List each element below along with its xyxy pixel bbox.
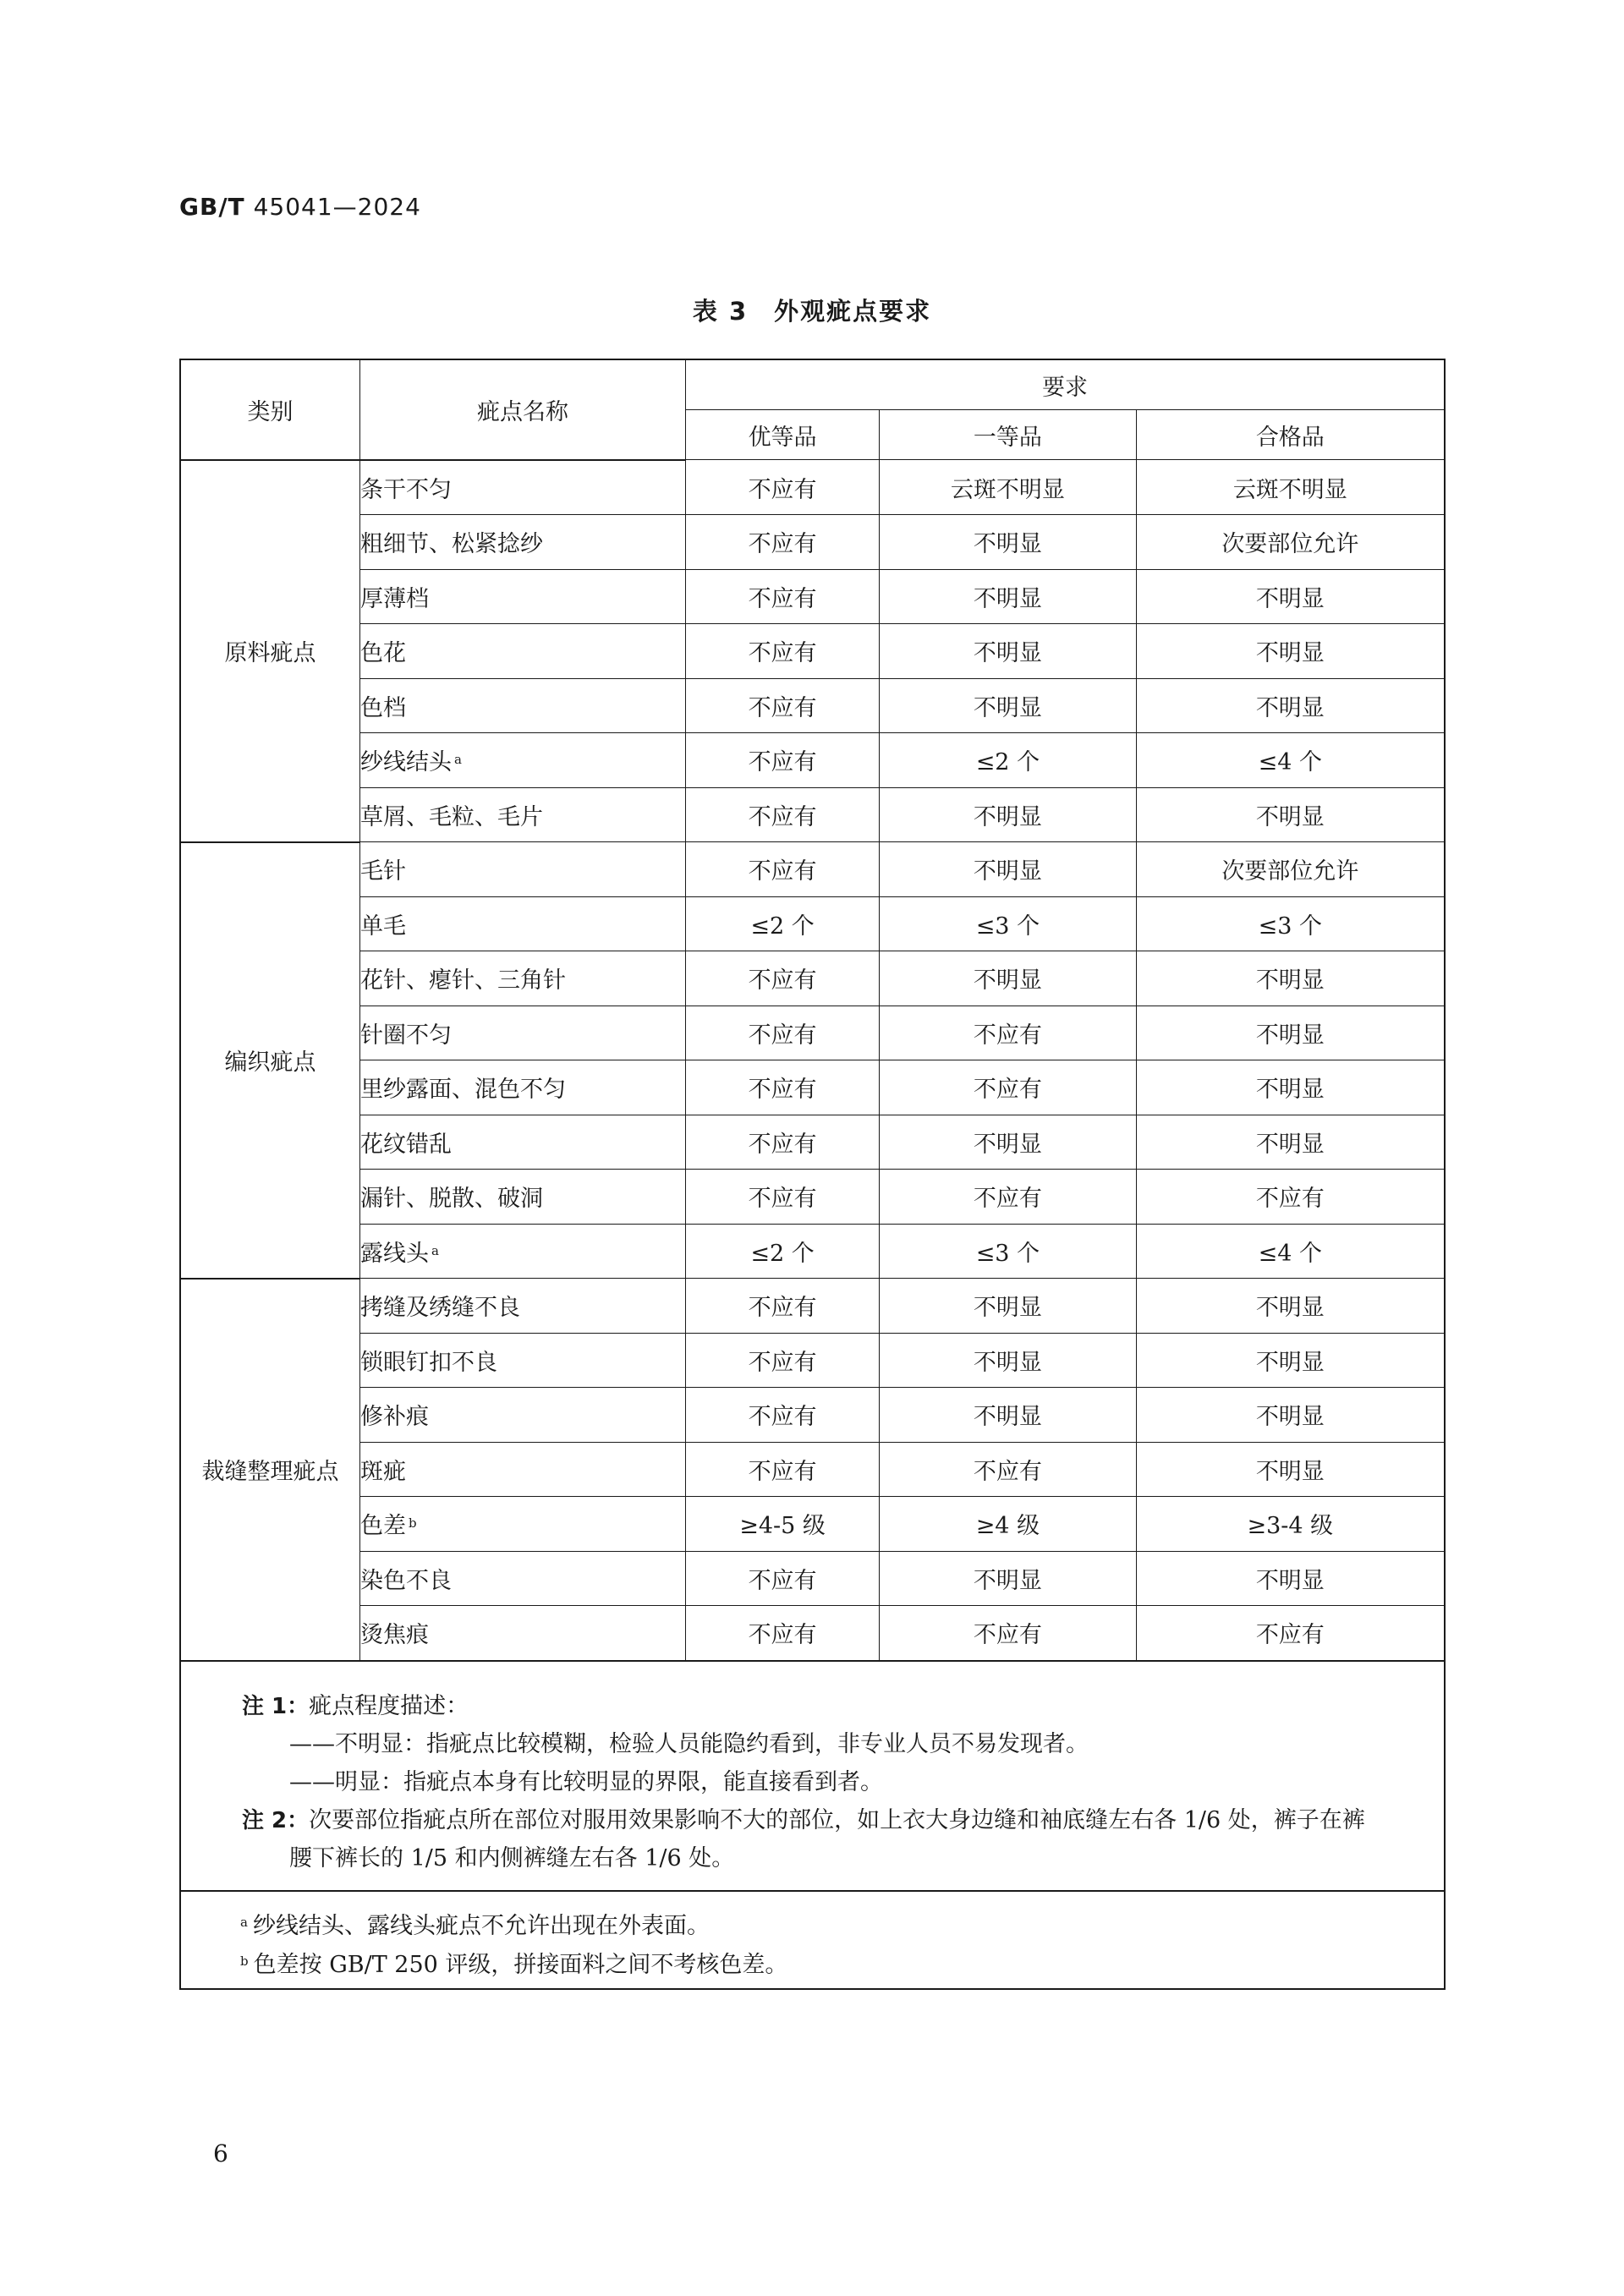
defect-name: 修补痕	[360, 1404, 429, 1431]
requirement-cell: ≥3-4 级	[1136, 1497, 1445, 1552]
requirement-cell: 不应有	[880, 1606, 1136, 1661]
table-row	[180, 1606, 1445, 1661]
table-row	[180, 1497, 1445, 1552]
requirement-cell: 不应有	[686, 1606, 880, 1661]
defect-name: 烫焦痕	[360, 1622, 429, 1649]
defect-name-cell	[360, 1170, 686, 1225]
requirement-cell: 不应有	[686, 1442, 880, 1497]
table-footnotes	[179, 1890, 1446, 1990]
defect-name: 草屑、毛粒、毛片	[360, 803, 543, 830]
defect-name-cell	[360, 1115, 686, 1170]
defect-name-cell	[360, 787, 686, 842]
defect-name: 条干不匀	[360, 476, 452, 503]
defect-name-cell	[360, 569, 686, 624]
requirement-cell: 不明显	[1136, 569, 1445, 624]
defect-name: 毛针	[360, 858, 406, 885]
category-cell: 裁缝整理疵点	[180, 1279, 360, 1661]
requirement-cell: 不应有	[686, 842, 880, 897]
footnote-a-mark: a	[240, 1915, 248, 1930]
defect-name: 针圈不匀	[360, 1022, 452, 1049]
requirement-cell: ≥4-5 级	[686, 1497, 880, 1552]
note-1-text: 疵点程度描述：	[309, 1693, 469, 1719]
header-requirement: 要求	[686, 359, 1446, 410]
note-1-label: 注 1：	[242, 1694, 310, 1719]
requirement-cell: 不应有	[686, 1551, 880, 1606]
table-row	[180, 1442, 1445, 1497]
defect-name-cell	[360, 1224, 686, 1279]
header-grade-qualified: 合格品	[1136, 410, 1445, 460]
table-row	[180, 896, 1445, 951]
defect-name: 花纹错乱	[360, 1131, 452, 1158]
table-row	[180, 460, 1445, 515]
requirement-cell: 不应有	[686, 678, 880, 733]
requirement-cell: 不应有	[686, 1170, 880, 1225]
requirement-cell: 不明显	[880, 1279, 1136, 1334]
requirement-cell: 不应有	[686, 460, 880, 515]
defect-name-cell	[360, 1279, 686, 1334]
table-row	[180, 1060, 1445, 1115]
requirement-cell: 不应有	[686, 1333, 880, 1388]
requirement-cell: 不明显	[1136, 678, 1445, 733]
table-row	[180, 733, 1445, 788]
requirement-cell: 不明显	[880, 951, 1136, 1006]
defect-name-cell	[360, 624, 686, 679]
table-body	[180, 460, 1445, 1661]
defect-name-cell	[360, 1060, 686, 1115]
footnote-b-text: 色差按 GB/T 250 评级，拼接面料之间不考核色差。	[253, 1952, 788, 1978]
requirement-cell: ≤4 个	[1136, 733, 1445, 788]
requirement-cell: 云斑不明显	[880, 460, 1136, 515]
standard-number: 45041—2024	[253, 193, 421, 221]
requirement-cell: 不明显	[880, 787, 1136, 842]
defect-name-cell	[360, 896, 686, 951]
requirement-cell: 不应有	[880, 1442, 1136, 1497]
page-number: 6	[213, 2140, 228, 2167]
defect-name: 色档	[360, 694, 406, 721]
defect-name: 纱线结头	[360, 749, 452, 776]
requirement-cell: 不应有	[686, 1279, 880, 1334]
table-row	[180, 787, 1445, 842]
requirement-cell: 不明显	[1136, 1060, 1445, 1115]
requirement-cell: 不明显	[1136, 787, 1445, 842]
defect-name: 漏针、脱散、破洞	[360, 1186, 543, 1213]
defect-name-cell	[360, 1388, 686, 1443]
standard-code	[179, 193, 421, 221]
requirement-cell: 不明显	[880, 1333, 1136, 1388]
requirement-cell: 不应有	[686, 1388, 880, 1443]
requirement-cell: 不应有	[1136, 1606, 1445, 1661]
footnote-mark: b	[409, 1515, 417, 1532]
requirement-cell: 不明显	[880, 1388, 1136, 1443]
defect-name-cell	[360, 1497, 686, 1552]
requirement-cell: 不明显	[880, 624, 1136, 679]
requirement-cell: 不明显	[880, 515, 1136, 570]
defect-name-cell	[360, 1442, 686, 1497]
defect-name-cell	[360, 951, 686, 1006]
table-row	[180, 1224, 1445, 1279]
requirement-cell: 不明显	[1136, 1551, 1445, 1606]
table-row	[180, 951, 1445, 1006]
defect-name-cell	[360, 1006, 686, 1060]
table-row	[180, 678, 1445, 733]
requirement-cell: 不应有	[880, 1006, 1136, 1060]
requirement-cell: 不应有	[686, 1060, 880, 1115]
requirement-cell: ≤2 个	[686, 1224, 880, 1279]
requirement-cell: ≤2 个	[686, 896, 880, 951]
table-row	[180, 515, 1445, 570]
footnote-a-text: 纱线结头、露线头疵点不允许出现在外表面。	[252, 1913, 710, 1939]
table-row	[180, 624, 1445, 679]
header-grade-premium: 优等品	[686, 410, 880, 460]
requirement-cell: ≤4 个	[1136, 1224, 1445, 1279]
requirement-cell: 不应有	[1136, 1170, 1445, 1225]
defect-name-cell	[360, 842, 686, 897]
header-grade-first: 一等品	[880, 410, 1136, 460]
requirement-cell: 次要部位允许	[1136, 515, 1445, 570]
defect-name: 里纱露面、混色不匀	[360, 1077, 566, 1104]
requirement-cell: 不明显	[1136, 1388, 1445, 1443]
requirement-cell: 不应有	[880, 1060, 1136, 1115]
requirement-cell: 不应有	[686, 951, 880, 1006]
note-2-line-2: 腰下裤长的 1/5 和内侧裤缝左右各 1/6 处。	[289, 1845, 735, 1871]
requirement-cell: 不应有	[686, 569, 880, 624]
requirement-cell: 不明显	[1136, 1279, 1445, 1334]
table-row	[180, 1006, 1445, 1060]
note-2-label: 注 2：	[242, 1808, 310, 1833]
requirement-cell: 不应有	[686, 624, 880, 679]
requirement-cell: 不明显	[1136, 624, 1445, 679]
requirement-cell: 云斑不明显	[1136, 460, 1445, 515]
requirement-cell: ≤3 个	[880, 1224, 1136, 1279]
defect-name: 色差	[360, 1513, 406, 1540]
defect-name: 染色不良	[360, 1567, 452, 1594]
requirement-cell: 不应有	[686, 515, 880, 570]
requirement-cell: 不明显	[880, 678, 1136, 733]
requirement-cell: 不应有	[880, 1170, 1136, 1225]
table-title: 表 3 外观疵点要求	[692, 297, 932, 326]
note-1-item-2: ——明显：指疵点本身有比较明显的界限，能直接看到者。	[289, 1769, 883, 1795]
defect-name-cell	[360, 1606, 686, 1661]
defect-name-cell	[360, 733, 686, 788]
requirement-cell: 不明显	[1136, 1115, 1445, 1170]
requirement-cell: 不应有	[686, 1006, 880, 1060]
requirement-cell: 不明显	[1136, 951, 1445, 1006]
requirement-cell: 不应有	[686, 787, 880, 842]
footnote-b	[240, 1946, 787, 1979]
table-row	[180, 1279, 1445, 1334]
requirement-cell: 不明显	[1136, 1006, 1445, 1060]
requirement-cell: ≤2 个	[880, 733, 1136, 788]
defect-name: 斑疵	[360, 1458, 406, 1485]
footnote-b-mark: b	[240, 1954, 249, 1969]
defect-name-cell	[360, 460, 686, 515]
requirement-cell: 不明显	[1136, 1333, 1445, 1388]
requirement-cell: 不应有	[686, 733, 880, 788]
defect-name: 厚薄档	[360, 585, 429, 612]
header-category: 类别	[180, 359, 360, 460]
table-row	[180, 842, 1445, 897]
table-row	[180, 569, 1445, 624]
requirement-cell: 不明显	[1136, 1442, 1445, 1497]
defect-name: 露线头	[360, 1240, 429, 1267]
defect-name: 粗细节、松紧捻纱	[360, 531, 543, 558]
requirement-cell: ≤3 个	[1136, 896, 1445, 951]
footnote-mark: a	[431, 1242, 439, 1258]
requirement-cell: 不明显	[880, 1115, 1136, 1170]
requirement-cell: 不明显	[880, 1551, 1136, 1606]
category-cell: 原料疵点	[180, 460, 360, 842]
table-row	[180, 1388, 1445, 1443]
requirement-cell: 不明显	[880, 569, 1136, 624]
table-row	[180, 1115, 1445, 1170]
requirement-cell: 不应有	[686, 1115, 880, 1170]
defect-name: 拷缝及绣缝不良	[360, 1295, 520, 1322]
footnote-mark: a	[454, 752, 462, 768]
table-row	[180, 1333, 1445, 1388]
table-notes	[179, 1660, 1446, 1890]
category-cell: 编织疵点	[180, 842, 360, 1279]
header-defect: 疵点名称	[360, 359, 686, 460]
requirement-cell: ≤3 个	[880, 896, 1136, 951]
requirement-cell: 次要部位允许	[1136, 842, 1445, 897]
table-row	[180, 1551, 1445, 1606]
defect-name: 色花	[360, 640, 406, 667]
defect-name-cell	[360, 515, 686, 570]
defect-name: 花针、瘪针、三角针	[360, 967, 566, 995]
defect-name-cell	[360, 1333, 686, 1388]
defect-requirements-table	[179, 359, 1446, 1662]
note-1	[242, 1687, 469, 1720]
standard-prefix: GB/T	[179, 193, 245, 221]
note-1-item-1: ——不明显：指疵点比较模糊，检验人员能隐约看到，非专业人员不易发现者。	[289, 1731, 1089, 1757]
defect-name: 锁眼钉扣不良	[360, 1349, 497, 1376]
defect-name-cell	[360, 1551, 686, 1606]
note-2-line-1: 次要部位指疵点所在部位对服用效果影响不大的部位，如上衣大身边缝和袖底缝左右各 1/6 处，裤子在裤	[309, 1807, 1365, 1833]
requirement-cell: 不明显	[880, 842, 1136, 897]
footnote-a	[240, 1907, 710, 1940]
defect-name: 单毛	[360, 912, 406, 940]
requirement-cell: ≥4 级	[880, 1497, 1136, 1552]
defect-name-cell	[360, 678, 686, 733]
table-row	[180, 1170, 1445, 1225]
note-2	[242, 1801, 1365, 1834]
